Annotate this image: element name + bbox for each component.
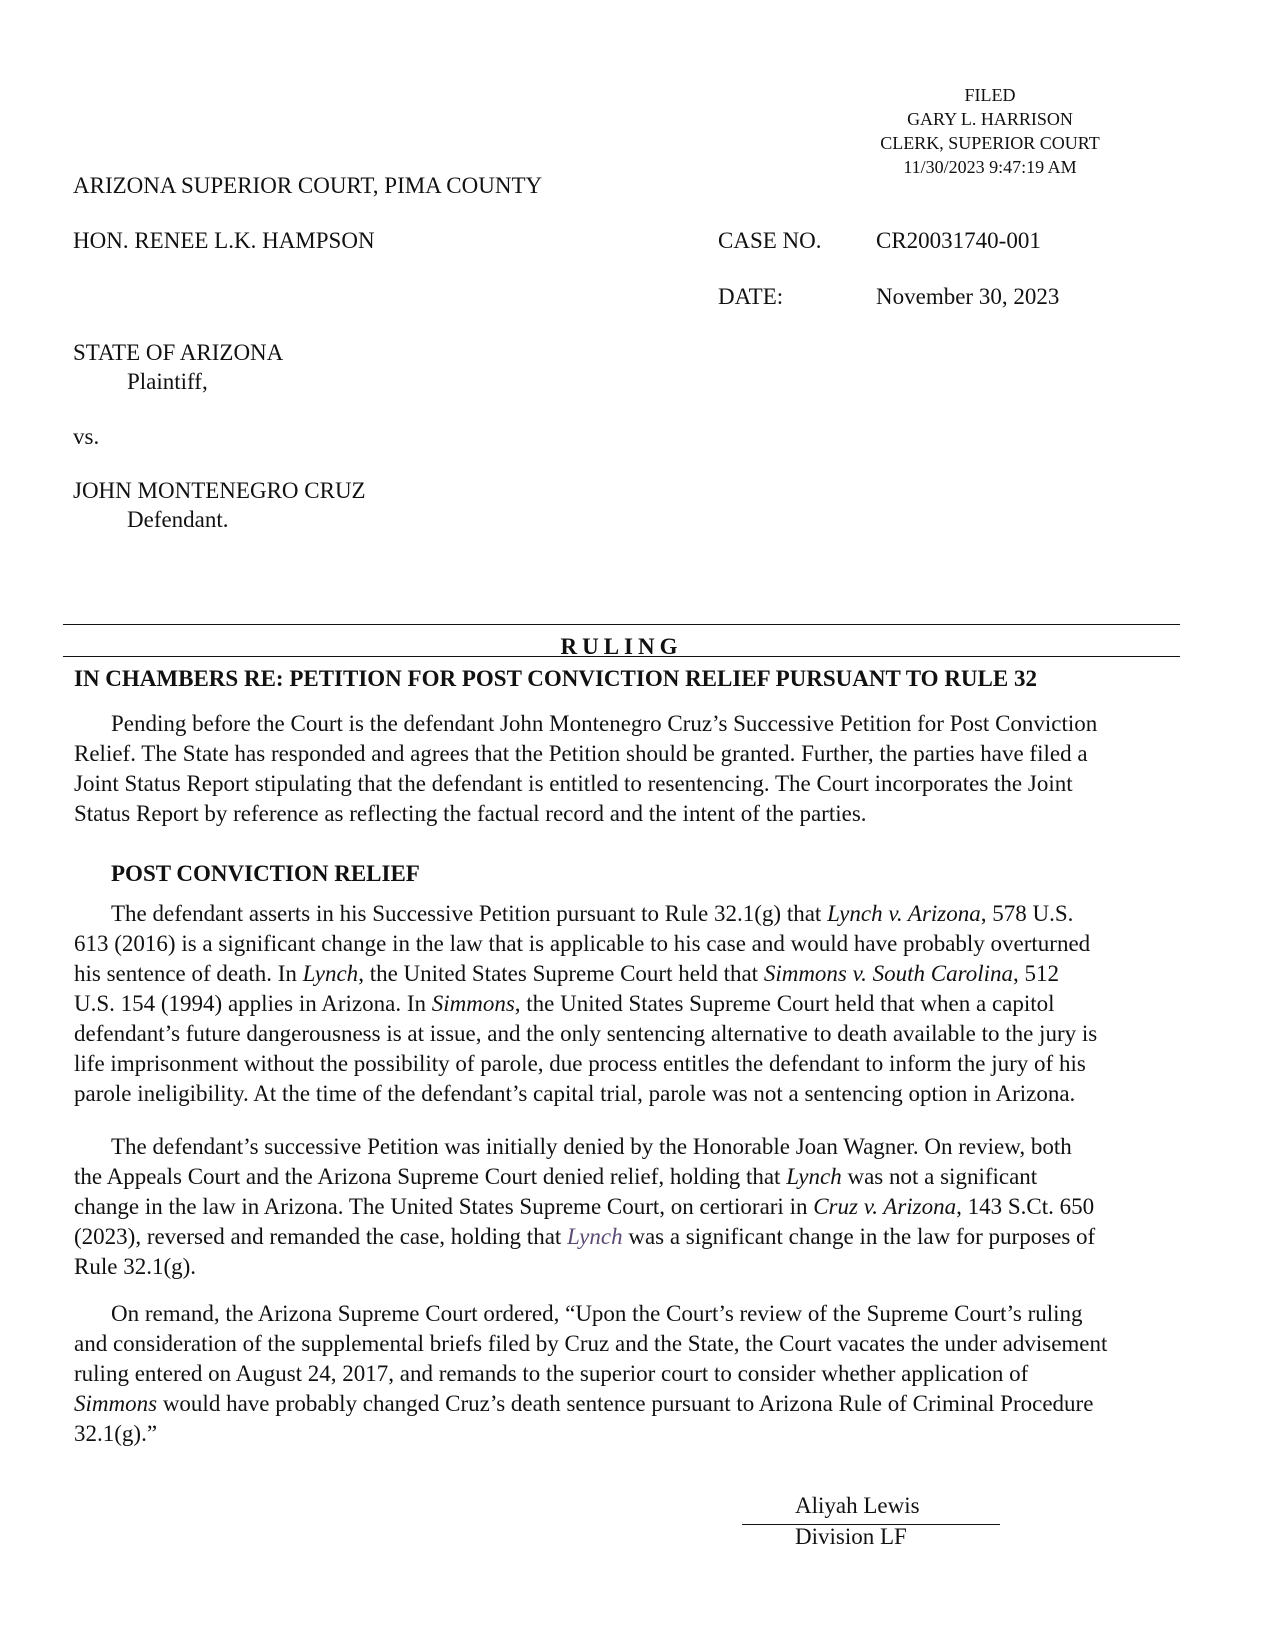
text-line: parole ineligibility. At the time of the defendant’s capital trial, parole was not a sentencing option in Arizona. — [74, 1081, 1076, 1106]
defendant-role: Defendant. — [127, 507, 229, 532]
text-line: Joint Status Report stipulating that the defendant is entitled to resentencing. The Court incorporates the Joint — [74, 771, 1073, 796]
ruling-subtitle: IN CHAMBERS RE: PETITION FOR POST CONVICTION RELIEF PURSUANT TO RULE 32 — [74, 666, 1037, 691]
divider-bottom — [63, 656, 1180, 657]
signature-division: Division LF — [795, 1524, 907, 1549]
text-line — [74, 959, 1184, 989]
text-line — [74, 1192, 1184, 1222]
case-citation: Cruz v. Arizona — [813, 1194, 957, 1219]
plaintiff-name: STATE OF ARIZONA — [73, 340, 284, 365]
text-run: change in the law in Arizona. The United States Supreme Court, on certiorari in — [74, 1194, 814, 1219]
defendant-name: JOHN MONTENEGRO CRUZ — [73, 478, 366, 503]
text-line — [74, 989, 1184, 1019]
text-line: defendant’s future dangerousness is at issue, and the only sentencing alternative to death available to the jury is — [74, 1021, 1098, 1046]
text-run: U.S. 154 (1994) applies in Arizona. In — [74, 991, 432, 1016]
filed-stamp-clerk-title: CLERK, SUPERIOR COURT — [880, 133, 1100, 153]
case-citation: Simmons — [431, 991, 515, 1016]
text-line — [74, 899, 1184, 929]
text-run: (2023), reversed and remanded the case, holding that — [74, 1224, 568, 1249]
text-line: 613 (2016) is a significant change in the law that is applicable to his case and would have probably overturned — [74, 931, 1091, 956]
text-run: would have probably changed Cruz’s death sentence pursuant to Arizona Rule of Criminal Procedure — [157, 1391, 1094, 1416]
date-value: November 30, 2023 — [876, 284, 1060, 309]
text-line — [74, 1389, 1184, 1419]
text-run: , 143 S.Ct. 650 — [956, 1194, 1095, 1219]
signature-name: Aliyah Lewis — [795, 1493, 920, 1518]
section-heading: POST CONVICTION RELIEF — [111, 861, 420, 886]
plaintiff-role: Plaintiff, — [127, 369, 208, 394]
case-citation: Simmons — [74, 1391, 158, 1416]
date-label: DATE: — [718, 284, 784, 309]
text-run: , 512 — [1012, 961, 1059, 986]
text-run: the Appeals Court and the Arizona Supreme Court denied relief, holding that — [74, 1164, 787, 1189]
text-line — [74, 1222, 1184, 1252]
text-line: and consideration of the supplemental briefs filed by Cruz and the State, the Court vacates the under advisement — [74, 1331, 1108, 1356]
text-line: 32.1(g).” — [74, 1421, 158, 1446]
case-citation: Lynch — [302, 961, 359, 986]
paragraph-lynch — [74, 899, 1184, 1109]
case-citation: Simmons v. South Carolina — [763, 961, 1013, 986]
case-citation: Lynch v. Arizona — [827, 901, 981, 926]
judge-name: HON. RENEE L.K. HAMPSON — [73, 228, 375, 253]
text-line — [74, 1162, 1184, 1192]
text-line: Relief. The State has responded and agrees that the Petition should be granted. Further, the parties have filed a — [74, 741, 1088, 766]
filed-stamp-line: FILED — [964, 85, 1016, 105]
text-line: Rule 32.1(g). — [74, 1254, 197, 1279]
ruling-title: RULING — [560, 634, 683, 659]
versus: vs. — [73, 424, 100, 449]
text-run: , 578 U.S. — [980, 901, 1074, 926]
text-run: was not a significant — [841, 1164, 1038, 1189]
paragraph-remand — [74, 1299, 1184, 1449]
text-run: , the United States Supreme Court held that — [358, 961, 764, 986]
case-number: CR20031740-001 — [876, 228, 1041, 253]
text-line: Status Report by reference as reflecting the factual record and the intent of the parties. — [74, 801, 867, 826]
text-line: Pending before the Court is the defendant John Montenegro Cruz’s Successive Petition for Post Conviction — [111, 711, 1098, 736]
divider-top — [63, 624, 1180, 625]
text-line: On remand, the Arizona Supreme Court ordered, “Upon the Court’s review of the Supreme Court’s ruling — [111, 1301, 1083, 1326]
filed-stamp-clerk-name: GARY L. HARRISON — [907, 109, 1073, 129]
text-run: , the United States Supreme Court held that when a capitol — [514, 991, 1055, 1016]
case-citation: Lynch — [786, 1164, 842, 1189]
text-line: life imprisonment without the possibility of parole, due process entitles the defendant to inform the jury of his — [74, 1051, 1086, 1076]
text-line: ruling entered on August 24, 2017, and remands to the superior court to consider whether application of — [74, 1361, 1029, 1386]
paragraph-intro — [74, 709, 1184, 829]
case-number-label: CASE NO. — [718, 228, 822, 253]
case-citation: Lynch — [567, 1224, 623, 1249]
text-run: was a significant change in the law for purposes of — [622, 1224, 1096, 1249]
text-line: The defendant’s successive Petition was initially denied by the Honorable Joan Wagner. On review, both — [111, 1134, 1072, 1159]
court-name: ARIZONA SUPERIOR COURT, PIMA COUNTY — [73, 173, 543, 198]
text-run: his sentence of death. In — [74, 961, 303, 986]
text-run: The defendant asserts in his Successive Petition pursuant to Rule 32.1(g) that — [111, 901, 828, 926]
filed-stamp — [850, 83, 1130, 179]
paragraph-procedural-history — [74, 1132, 1184, 1282]
filed-stamp-timestamp: 11/30/2023 9:47:19 AM — [903, 157, 1077, 177]
